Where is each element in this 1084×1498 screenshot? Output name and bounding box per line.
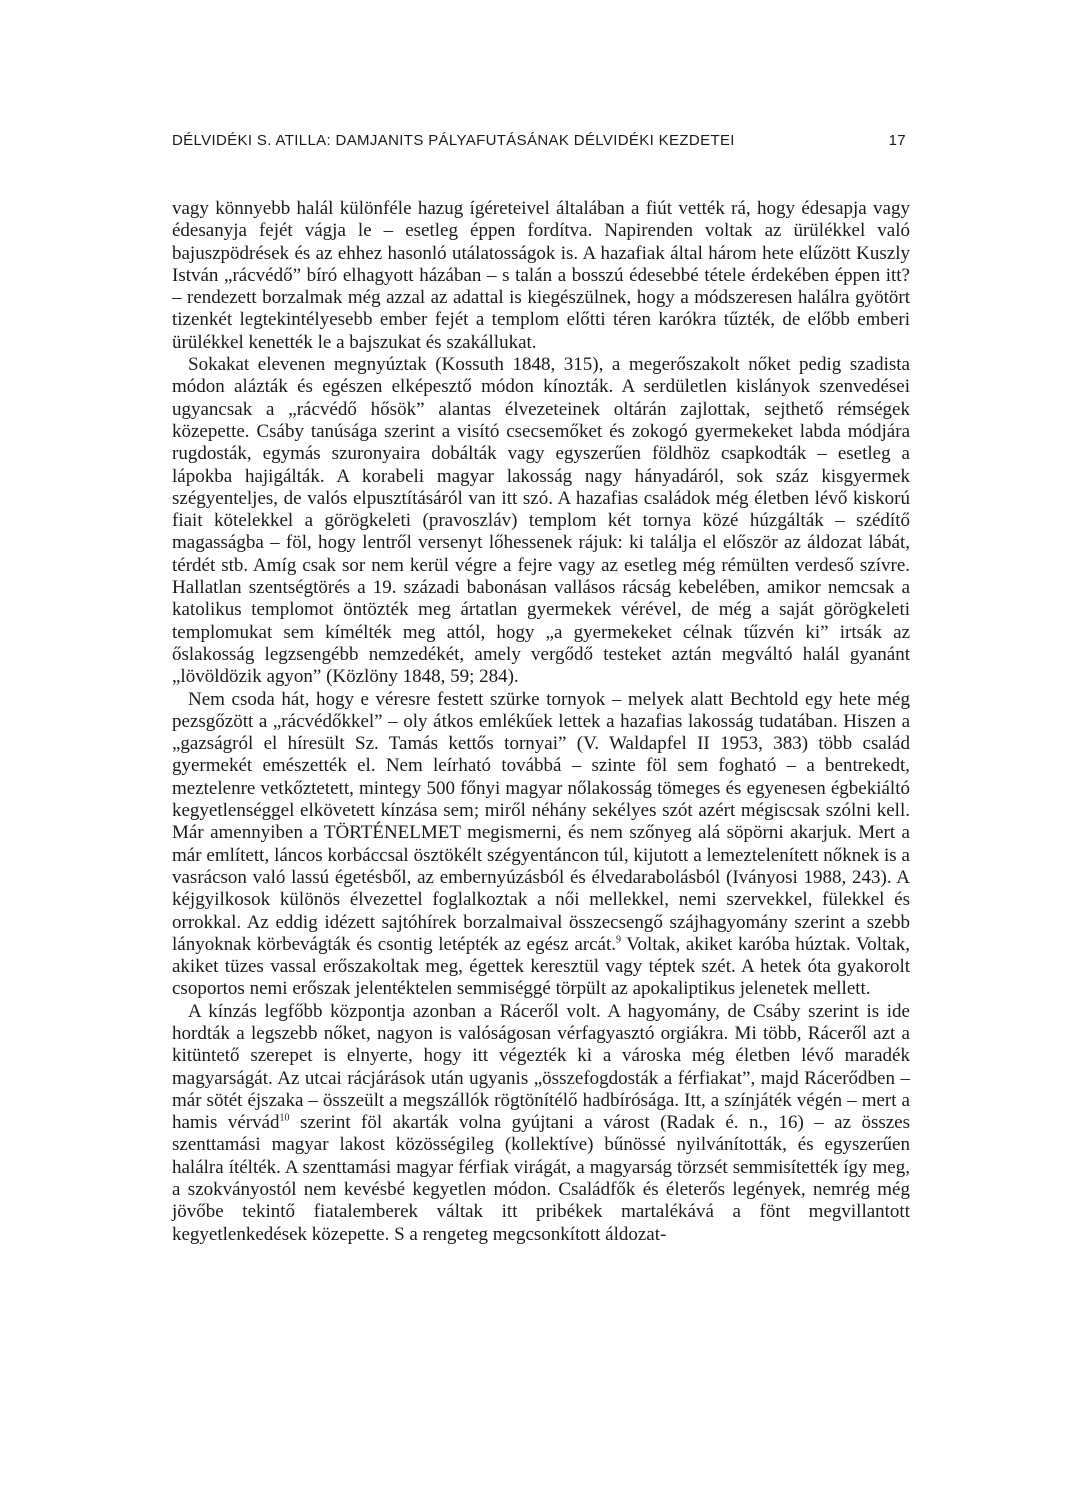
paragraph-1-text: vagy könnyebb halál különféle hazug ígéreteivel általában a fiút vették rá, hogy édesapja vagy édesanyja fejét vágja le – esetleg éppen fordítva. Napirenden voltak az ürülékkel való bajuszpödrések és az ehhez hasonló utálatosságok is. A hazafiak által három hete elűzött Kuszly István „rácvédő” bíró elhagyott házában – s talán a bosszú édesebbé tétele érdekében éppen itt? – rendezett borzalmak még azzal az adattal is kiegészülnek, hogy a módszeresen halálra gyötört tizenkét legtekintélyesebb ember fejét a templom előtti téren karókra tűzték, de előbb emberi ürülékkel kenették le a bajszukat és szakállukat. [172, 198, 910, 353]
running-header-title: DÉLVIDÉKI S. ATILLA: DAMJANITS PÁLYAFUTÁSÁNAK DÉLVIDÉKI KEZDETEI [172, 132, 735, 149]
paragraph-4 [172, 1001, 910, 1246]
footnote-marker-9: 9 [616, 934, 621, 946]
paragraph-4-text-continued: szerint föl akarták volna gyújtani a várost (Radak é. n., 16) – az összes szenttamási magyar lakost közösségileg (kollektíve) bűnössé nyilvánították, és egyszerűen halálra ítélték. A szenttamási magyar férfiak virágát, a magyarság törzsét semmisítették így meg, a szokványostól nem kevésbé kegyetlen módon. Családfők és életerős legények, nemrég még jövőbe tekintő fiatalemberek váltak itt pribékek martalékává a fönt megvillantott kegyetlenkedések közepette. S a rengeteg megcsonkított áldozat- [172, 1112, 911, 1245]
paragraph-3-text-continued: Voltak, akiket karóba húztak. Voltak, akiket tüzes vassal erőszakoltak meg, égettek keresztül vagy téptek szét. A hetek óta gyakorolt csoportos nemi erőszak jelentéktelen semmiséggé törpült az apokaliptikus jelenetek mellett. [172, 933, 910, 1000]
footnote-marker-10: 10 [279, 1112, 290, 1124]
paragraph-1 [172, 198, 910, 354]
running-header [172, 130, 910, 154]
paragraph-2-text: Sokakat elevenen megnyúztak (Kossuth 1848, 315), a megerőszakolt nőket pedig szadista módon alázták és egészen elképesztő módon kínozták. A serdületlen kislányok szenvedései ugyancsak a „rácvédő hősök” alantas élvezeteinek oltárán zajlottak, sejthető rémségek közepette. Csáby tanúsága szerint a visító csecsemőket és zokogó gyermekeket labda módjára rugdosták, egymás szuronyaira dobálták vagy egyszerűen földhöz csapkodták – esetleg a lápokba hajigálták. A korabeli magyar lakosság nagy hányadáról, sok száz kisgyermek szégyenteljes, de valós elpusztításáról van itt szó. A hazafias családok még életben lévő kiskorú fiait kötelekkel a görögkeleti (pravoszláv) templom két tornya közé húzgálták – szédítő magasságba – föl, hogy lentről versenyt lőhessenek rájuk: ki találja el először az áldozat lábát, térdét stb. Amíg csak sor nem kerül végre a fejre vagy az esetleg még rémülten verdeső szívre. Hallatlan szentségtörés a 19. századi babonásan vallásos rácság kebelében, amikor nemcsak a katolikus templomot öntözték meg ártatlan gyermekek vérével, de még a saját görögkeleti templomukat sem kímélték meg attól, hogy „a gyermekeket célnak tűzvén ki” irtsák az őslakosság legzsengébb nemzedékét, amely vergődő testeket aztán megváltó halál gyanánt „lövöldözik agyon” (Közlöny 1848, 59; 284). [172, 354, 910, 688]
paragraph-3 [172, 689, 910, 1001]
paragraph-3-text: Nem csoda hát, hogy e véresre festett szürke tornyok – melyek alatt Bechtold egy hete még pezsgőzött a „rácvédőkkel” – oly átkos emlékűek lettek a hazafias lakosság tudatában. Hiszen a „gazságról el híresült Sz. Tamás kettős tornyai” (V. Waldapfel II 1953, 383) több család gyermekét emészették el. Nem leírható továbbá – szinte föl sem fogható – a bentrekedt, meztelenre vetkőztetett, mintegy 500 főnyi magyar nőlakosság tömeges és egyenesen égbekiáltó kegyetlenséggel elkövetett kínzása sem; miről néhány sekélyes szót azért mégiscsak szólni kell. Már amennyiben a TÖRTÉNELMET megismerni, és nem szőnyeg alá söpörni akarjuk. Mert a már említett, láncos korbáccsal ösztökélt szégyentáncon túl, kijutott a lemeztelenített nőknek is a vasrácson való lassú égetésből, az embernyúzásból és élvedarabolásból (Iványosi 1988, 243). A kéjgyilkosok különös élvezettel foglalkoztak a női mellekkel, nemi szervekkel, fülekkel és orrokkal. Az eddig idézett sajtóhírek borzalmaival összecsengő szájhagyomány szerint a szebb lányoknak körbevágták és csontig letépték az egész arcát. [172, 688, 910, 955]
page-number: 17 [888, 132, 906, 149]
paragraph-4-text: A kínzás legfőbb központja azonban a Ráceről volt. A hagyomány, de Csáby szerint is ide hordták a legszebb nőket, nagyon is valóságosan vérfagyasztó orgiákra. Mi több, Ráceről azt a kitüntető szerepet is elnyerte, hogy itt végezték ki a városka még életben lévő maradék magyarságát. Az utcai rácjárások után ugyanis „összefogdosták a férfiakat”, majd Rácerődben – már sötét éjszaka – összeült a megszállók rögtönítélő hadbírósága. Itt, a színjáték végén – mert a hamis vérvád [172, 1000, 910, 1134]
article-body [172, 198, 910, 1246]
paragraph-2 [172, 354, 910, 688]
